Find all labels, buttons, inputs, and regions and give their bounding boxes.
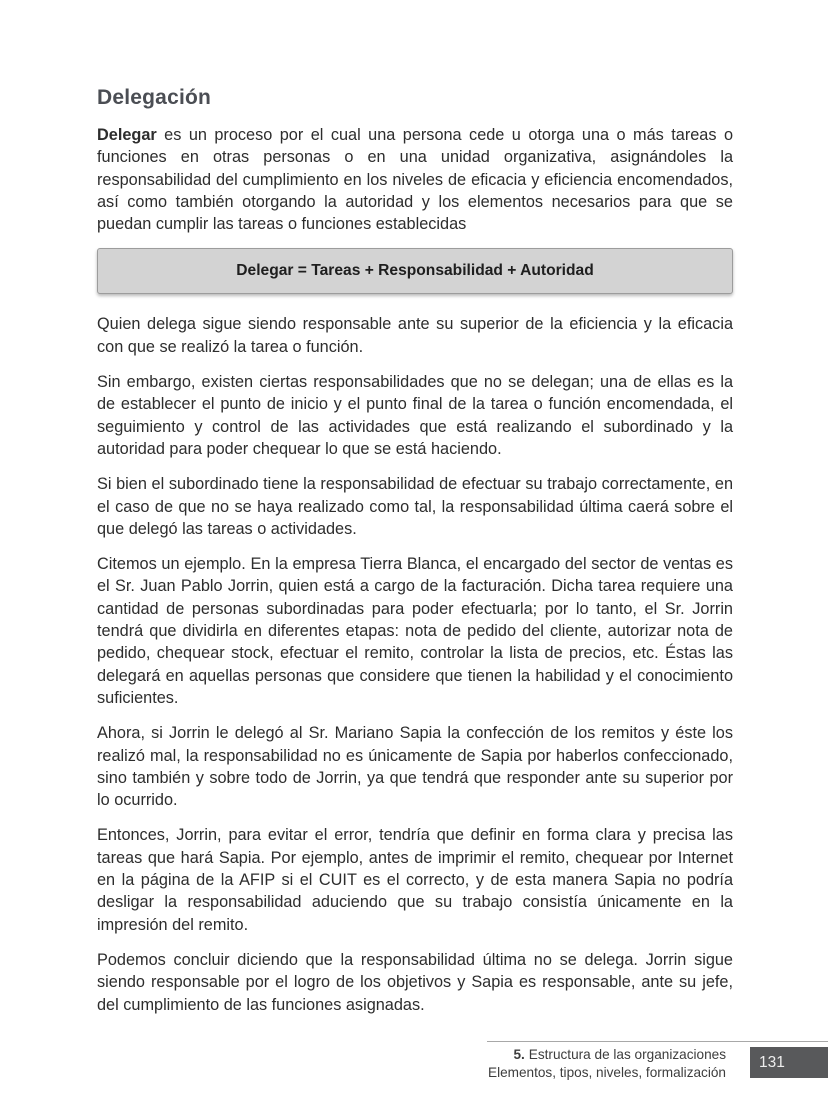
paragraph: Si bien el subordinado tiene la responsabilidad de efectuar su trabajo correctamente, en el caso de que no se haya realizado como tal, la responsabilidad última caerá sobre el que delegó las tareas o actividades. [97,475,733,538]
intro-paragraph-text: es un proceso por el cual una persona cede u otorga una o más tareas o funciones en otras personas o en una unidad organizativa, asignándoles la responsabilidad del cumplimiento en los niveles de eficacia y eficiencia encomendados, así como también otorgando la autoridad y los elementos necesarios para que se puedan cumplir las tareas o funciones establecidas [97,126,733,234]
paragraph: Ahora, si Jorrin le delegó al Sr. Mariano Sapia la confección de los remitos y éste los realizó mal, la responsabilidad no es únicamente de Sapia por haberlos confeccionado, sino también y sobre todo de Jorrin, ya que tendrá que responder ante su superior por lo ocurrido. [97,724,733,810]
page-footer [487,1041,828,1081]
formula-box: Delegar = Tareas + Responsabilidad + Autoridad [97,248,733,294]
paragraph: Sin embargo, existen ciertas responsabilidades que no se delegan; una de ellas es la de establecer el punto de inicio y el punto final de la tarea o función encomendada, el seguimiento y control de las actividades que está realizando el subordinado y la autoridad para poder chequear lo que se está haciendo. [97,373,733,458]
footer-chapter-info [487,1042,750,1081]
paragraph: Citemos un ejemplo. En la empresa Tierra Blanca, el encargado del sector de ventas es el Sr. Juan Pablo Jorrin, quien está a cargo de la facturación. Dicha tarea requiere una cantidad de personas subordinadas para poder efectuarla; por lo tanto, el Sr. Jorrin tendrá que dividirla en diferentes etapas: nota de pedido del cliente, autorizar nota de pedido, chequear stock, efectuar el remito, controlar la lista de precios, etc. Éstas las delegará en aquellas personas que considere que tienen la habilidad y el conocimiento suficientes. [97,555,733,707]
chapter-subtitle: Elementos, tipos, niveles, formalización [488,1064,726,1080]
chapter-title: Estructura de las organizaciones [528,1047,726,1062]
intro-lead-word: Delegar [97,126,157,144]
page-content [97,86,733,1029]
page-number-badge: 131 [750,1047,828,1078]
paragraph: Entonces, Jorrin, para evitar el error, tendría que definir en forma clara y precisa las tareas que hará Sapia. Por ejemplo, antes de imprimir el remito, chequear por Internet en la página de la AFIP si el CUIT es el correcto, y de esta manera Sapia no podría desligar la responsabilidad aduciendo que su trabajo consistía únicamente en la impresión del remito. [97,826,733,934]
intro-paragraph [97,124,733,235]
paragraph: Quien delega sigue siendo responsable ante su superior de la eficiencia y la eficacia con que se realizó la tarea o función. [97,315,733,356]
page-title: Delegación [97,86,212,109]
paragraph: Podemos concluir diciendo que la responsabilidad última no se delega. Jorrin sigue siendo responsable por el logro de los objetivos y Sapia es responsable, ante su jefe, del cumplimiento de las funciones asignadas. [97,950,733,1014]
chapter-number: 5. [513,1047,525,1062]
footer-chapter-line [487,1046,726,1064]
